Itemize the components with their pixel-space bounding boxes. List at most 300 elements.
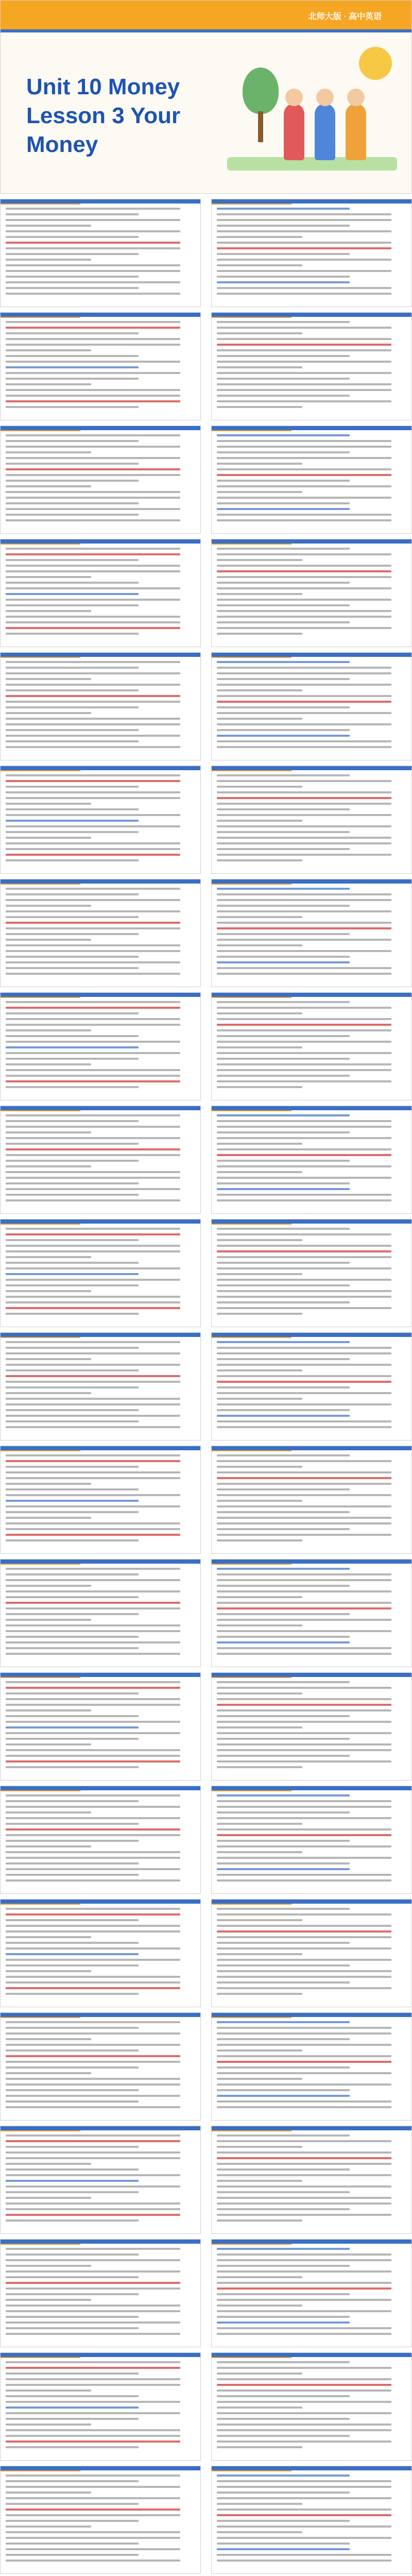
text-line bbox=[217, 2492, 350, 2494]
text-line bbox=[217, 395, 350, 397]
text-line bbox=[6, 729, 139, 731]
text-line bbox=[6, 1307, 180, 1309]
text-line bbox=[217, 933, 350, 935]
text-line bbox=[6, 508, 180, 510]
text-line bbox=[6, 1919, 139, 1921]
text-line bbox=[6, 1165, 91, 1167]
text-line bbox=[217, 2412, 391, 2414]
text-line bbox=[217, 372, 391, 374]
text-line bbox=[6, 1766, 139, 1768]
text-line bbox=[6, 395, 180, 397]
text-line bbox=[6, 2163, 91, 2165]
content-slide bbox=[211, 1899, 412, 2007]
text-line bbox=[217, 480, 350, 482]
text-line bbox=[217, 905, 350, 907]
text-line bbox=[6, 893, 139, 895]
text-line bbox=[6, 1981, 180, 1984]
text-line bbox=[217, 1840, 350, 1842]
text-line bbox=[217, 1063, 391, 1065]
text-line bbox=[217, 2032, 391, 2035]
text-line bbox=[6, 1800, 139, 1802]
text-line bbox=[6, 1301, 180, 1303]
text-line bbox=[6, 1738, 139, 1740]
text-line bbox=[6, 1947, 180, 1950]
text-line bbox=[6, 1137, 180, 1139]
text-line bbox=[6, 2531, 180, 2533]
text-line bbox=[6, 1579, 180, 1581]
slide-header-bar bbox=[212, 2353, 411, 2357]
text-line bbox=[6, 2480, 139, 2482]
text-line bbox=[217, 791, 391, 793]
text-line bbox=[6, 1845, 91, 1848]
text-line bbox=[217, 1041, 391, 1043]
text-line bbox=[6, 2265, 91, 2267]
text-line bbox=[6, 457, 180, 459]
text-line bbox=[217, 1596, 302, 1598]
text-line bbox=[6, 321, 180, 323]
text-line bbox=[217, 242, 391, 244]
text-line bbox=[6, 706, 139, 708]
slide-header-bar bbox=[1, 766, 200, 770]
text-line bbox=[6, 1590, 180, 1592]
text-line bbox=[217, 1681, 350, 1683]
text-line bbox=[6, 1704, 180, 1706]
text-line bbox=[6, 287, 139, 289]
text-line bbox=[217, 519, 391, 521]
text-line bbox=[217, 695, 391, 697]
text-line bbox=[217, 1420, 391, 1422]
text-line bbox=[217, 1080, 391, 1082]
text-line bbox=[6, 440, 139, 442]
content-slide bbox=[211, 992, 412, 1100]
text-line bbox=[217, 2197, 391, 2199]
text-line bbox=[6, 2316, 139, 2318]
text-line bbox=[6, 1420, 139, 1422]
cover-brand: 北师大版 · 高中英语 bbox=[308, 12, 382, 21]
text-line bbox=[217, 2151, 391, 2154]
text-line bbox=[6, 712, 91, 714]
text-line bbox=[217, 2497, 391, 2499]
slide-header-bar bbox=[1, 2240, 200, 2244]
text-line bbox=[6, 1364, 180, 1366]
text-line bbox=[6, 2191, 139, 2193]
content-slide bbox=[211, 2466, 412, 2574]
text-line bbox=[6, 2038, 91, 2040]
text-line bbox=[217, 2361, 350, 2363]
slide-text-block bbox=[217, 888, 406, 984]
content-slide bbox=[0, 1672, 201, 1781]
text-line bbox=[6, 2514, 180, 2516]
text-line bbox=[6, 1392, 91, 1394]
content-slide bbox=[0, 879, 201, 987]
text-line bbox=[217, 2554, 391, 2556]
slide-header-accent bbox=[212, 997, 291, 998]
text-line bbox=[217, 1953, 302, 1955]
slide-header-bar bbox=[212, 1900, 411, 1904]
text-line bbox=[217, 276, 350, 278]
text-line bbox=[6, 1284, 139, 1286]
text-line bbox=[6, 2095, 180, 2097]
text-line bbox=[6, 1505, 180, 1507]
text-line bbox=[217, 2287, 391, 2290]
text-line bbox=[217, 1539, 302, 1541]
text-line bbox=[6, 247, 180, 249]
text-line bbox=[217, 1012, 302, 1014]
slide-header-accent bbox=[212, 1790, 291, 1791]
text-line bbox=[217, 1959, 391, 1961]
text-line bbox=[217, 621, 350, 623]
content-slide bbox=[0, 2012, 201, 2121]
text-line bbox=[6, 2219, 139, 2222]
text-line bbox=[217, 1828, 391, 1831]
content-slide bbox=[211, 2352, 412, 2461]
text-line bbox=[6, 230, 180, 232]
slide-text-block bbox=[217, 1908, 406, 2004]
text-line bbox=[6, 2259, 180, 2261]
text-line bbox=[217, 2441, 391, 2443]
text-line bbox=[6, 2168, 139, 2171]
text-line bbox=[6, 2526, 91, 2528]
text-line bbox=[6, 2389, 91, 2392]
text-line bbox=[6, 587, 180, 589]
text-line bbox=[6, 1528, 180, 1530]
text-line bbox=[6, 695, 180, 697]
text-line bbox=[217, 355, 350, 357]
text-line bbox=[217, 1590, 391, 1592]
text-line bbox=[217, 1602, 391, 1604]
slide-header-accent bbox=[1, 997, 80, 998]
text-line bbox=[6, 2435, 180, 2437]
text-line bbox=[217, 661, 350, 663]
slide-text-block bbox=[217, 2134, 406, 2230]
slide-text-block bbox=[6, 1568, 195, 1664]
text-line bbox=[6, 332, 139, 334]
text-line bbox=[217, 950, 391, 952]
text-line bbox=[6, 1749, 180, 1751]
text-line bbox=[217, 2333, 391, 2335]
text-line bbox=[6, 1743, 91, 1745]
slide-header-accent bbox=[212, 1677, 291, 1678]
text-line bbox=[217, 2509, 391, 2511]
text-line bbox=[217, 1069, 391, 1071]
text-line bbox=[217, 349, 391, 351]
text-line bbox=[6, 1840, 139, 1842]
text-line bbox=[217, 2475, 350, 2477]
text-line bbox=[217, 973, 391, 975]
text-line bbox=[217, 825, 391, 827]
slide-text-block bbox=[6, 321, 195, 417]
text-line bbox=[6, 406, 139, 408]
slide-header-accent bbox=[1, 1904, 80, 1905]
text-line bbox=[6, 2406, 139, 2409]
slide-text-block bbox=[217, 2021, 406, 2117]
text-line bbox=[6, 1993, 139, 1995]
text-line bbox=[217, 338, 391, 340]
text-line bbox=[217, 1392, 391, 1394]
text-line bbox=[6, 1279, 180, 1281]
slide-text-block bbox=[6, 2475, 195, 2570]
slide-header-accent bbox=[1, 657, 80, 658]
text-line bbox=[217, 1279, 391, 1281]
text-line bbox=[6, 1868, 180, 1870]
text-line bbox=[6, 1647, 139, 1649]
text-line bbox=[217, 616, 391, 618]
text-line bbox=[217, 1624, 302, 1626]
text-line bbox=[217, 723, 391, 725]
content-slide bbox=[0, 1106, 201, 1214]
text-line bbox=[6, 1653, 180, 1655]
slide-header-accent bbox=[1, 2130, 80, 2131]
slide-header-accent bbox=[212, 657, 291, 658]
text-line bbox=[6, 2497, 180, 2499]
text-line bbox=[6, 344, 180, 346]
content-slide bbox=[0, 1786, 201, 1894]
text-line bbox=[217, 859, 302, 861]
text-line bbox=[217, 1505, 391, 1507]
text-line bbox=[217, 451, 350, 453]
text-line bbox=[217, 2310, 391, 2312]
slide-text-block bbox=[217, 1568, 406, 1664]
text-line bbox=[217, 1794, 350, 1797]
slide-header-bar bbox=[212, 1446, 411, 1450]
text-line bbox=[6, 1964, 139, 1967]
text-line bbox=[217, 786, 302, 788]
text-line bbox=[6, 2197, 91, 2199]
text-line bbox=[217, 888, 350, 890]
text-line bbox=[217, 2072, 391, 2074]
text-line bbox=[217, 1154, 391, 1156]
text-line bbox=[6, 627, 180, 629]
text-line bbox=[217, 774, 350, 776]
text-line bbox=[217, 1284, 350, 1286]
text-line bbox=[6, 2509, 180, 2511]
text-line bbox=[6, 1199, 180, 1201]
text-line bbox=[217, 1862, 350, 1865]
text-line bbox=[217, 2191, 350, 2193]
text-line bbox=[217, 502, 350, 504]
text-line bbox=[217, 1199, 391, 1201]
text-line bbox=[217, 570, 391, 572]
text-line bbox=[6, 570, 180, 572]
text-line bbox=[6, 559, 139, 561]
text-line bbox=[217, 1517, 391, 1519]
text-line bbox=[217, 1760, 391, 1762]
text-line bbox=[6, 2395, 139, 2397]
text-line bbox=[6, 582, 139, 584]
text-line bbox=[6, 1942, 139, 1944]
text-line bbox=[217, 1460, 391, 1462]
text-line bbox=[6, 1970, 91, 1972]
slide-header-bar bbox=[1, 2466, 200, 2470]
text-line bbox=[217, 1868, 350, 1870]
text-line bbox=[217, 2270, 391, 2273]
text-line bbox=[6, 633, 139, 635]
text-line bbox=[217, 389, 391, 391]
text-line bbox=[217, 2219, 302, 2222]
text-line bbox=[217, 2367, 391, 2369]
text-line bbox=[217, 344, 391, 346]
text-line bbox=[217, 321, 350, 323]
text-line bbox=[6, 2055, 180, 2057]
text-line bbox=[217, 1987, 391, 1989]
text-line bbox=[6, 2044, 180, 2046]
text-line bbox=[6, 973, 180, 975]
text-line bbox=[6, 1681, 180, 1683]
text-line bbox=[217, 854, 391, 856]
text-line bbox=[6, 2180, 139, 2182]
text-line bbox=[6, 791, 180, 793]
text-line bbox=[217, 1534, 391, 1536]
text-line bbox=[6, 383, 91, 385]
text-line bbox=[217, 1352, 391, 1354]
text-line bbox=[6, 933, 139, 935]
text-line bbox=[217, 2293, 350, 2295]
text-line bbox=[217, 2146, 302, 2148]
text-line bbox=[6, 1426, 180, 1428]
text-line bbox=[217, 2424, 391, 2426]
text-line bbox=[217, 2208, 350, 2210]
text-line bbox=[6, 1806, 180, 1808]
text-line bbox=[6, 519, 180, 521]
text-line bbox=[217, 2185, 391, 2188]
slide-header-bar bbox=[1, 426, 200, 430]
text-line bbox=[217, 2140, 391, 2142]
text-line bbox=[217, 1471, 391, 1473]
text-line bbox=[6, 2446, 139, 2448]
text-line bbox=[217, 961, 350, 963]
text-line bbox=[6, 678, 91, 680]
text-line bbox=[6, 1228, 180, 1230]
slide-header-accent bbox=[212, 1904, 291, 1905]
text-line bbox=[6, 2441, 180, 2443]
text-line bbox=[217, 2021, 350, 2023]
text-line bbox=[6, 2299, 91, 2301]
text-line bbox=[6, 2208, 180, 2210]
text-line bbox=[6, 820, 139, 822]
text-line bbox=[6, 2401, 180, 2403]
text-line bbox=[6, 1403, 180, 1405]
text-line bbox=[217, 1800, 391, 1802]
slide-header-accent bbox=[1, 430, 80, 431]
text-line bbox=[217, 1466, 302, 1468]
text-line bbox=[217, 831, 350, 833]
text-line bbox=[217, 2446, 302, 2448]
text-line bbox=[6, 684, 180, 686]
text-line bbox=[217, 2327, 391, 2329]
text-line bbox=[217, 2180, 302, 2182]
text-line bbox=[6, 389, 180, 391]
text-line bbox=[217, 1058, 350, 1060]
content-slide bbox=[0, 2466, 201, 2574]
slide-header-bar bbox=[1, 1106, 200, 1110]
text-line bbox=[6, 1732, 180, 1734]
text-line bbox=[6, 2520, 139, 2522]
text-line bbox=[217, 378, 350, 380]
text-line bbox=[6, 1477, 180, 1479]
text-line bbox=[6, 689, 139, 691]
text-line bbox=[6, 434, 180, 436]
text-line bbox=[6, 1534, 180, 1536]
text-line bbox=[6, 2140, 180, 2142]
slide-text-block bbox=[6, 2248, 195, 2344]
text-line bbox=[6, 2367, 180, 2369]
text-line bbox=[217, 1182, 350, 1184]
text-line bbox=[6, 1607, 180, 1609]
text-line bbox=[217, 610, 391, 612]
text-line bbox=[6, 2100, 139, 2103]
text-line bbox=[217, 1964, 350, 1967]
text-line bbox=[217, 1834, 391, 1836]
text-line bbox=[6, 2202, 180, 2205]
text-line bbox=[217, 735, 350, 737]
slide-text-block bbox=[217, 1228, 406, 1324]
text-line bbox=[6, 1585, 91, 1587]
slide-text-block bbox=[6, 1681, 195, 1777]
text-line bbox=[217, 2276, 302, 2278]
text-line bbox=[6, 2253, 139, 2256]
text-line bbox=[217, 1290, 391, 1292]
text-line bbox=[217, 225, 350, 227]
text-line bbox=[217, 587, 391, 589]
text-line bbox=[6, 1715, 139, 1717]
text-line bbox=[6, 1494, 180, 1496]
text-line bbox=[217, 1726, 302, 1728]
text-line bbox=[6, 1471, 180, 1473]
text-line bbox=[6, 2503, 139, 2505]
text-line bbox=[217, 1494, 391, 1496]
text-line bbox=[217, 633, 302, 635]
content-slide bbox=[0, 1559, 201, 1667]
text-line bbox=[217, 1908, 350, 1910]
slide-text-block bbox=[6, 548, 195, 643]
text-line bbox=[217, 1114, 350, 1116]
text-line bbox=[217, 1301, 350, 1303]
text-line bbox=[217, 1148, 391, 1150]
text-line bbox=[217, 1715, 350, 1717]
text-line bbox=[217, 1024, 391, 1026]
text-line bbox=[217, 1160, 350, 1162]
text-line bbox=[6, 2270, 180, 2273]
text-line bbox=[217, 2163, 391, 2165]
text-line bbox=[6, 491, 180, 493]
text-line bbox=[6, 1913, 180, 1916]
text-line bbox=[6, 480, 139, 482]
text-line bbox=[6, 825, 180, 827]
text-line bbox=[217, 2055, 391, 2057]
text-line bbox=[217, 485, 391, 487]
text-line bbox=[6, 1460, 180, 1462]
text-line bbox=[6, 276, 139, 278]
text-line bbox=[217, 797, 391, 799]
text-line bbox=[217, 2480, 391, 2482]
text-line bbox=[6, 1256, 91, 1258]
text-line bbox=[6, 774, 180, 776]
text-line bbox=[6, 616, 180, 618]
text-line bbox=[217, 1766, 302, 1768]
text-line bbox=[217, 440, 391, 442]
cover-title-line1: Unit 10 Money bbox=[26, 74, 180, 99]
text-line bbox=[217, 1250, 391, 1252]
slide-header-bar bbox=[1, 2353, 200, 2357]
text-line bbox=[217, 672, 391, 674]
text-line bbox=[6, 1001, 180, 1003]
text-line bbox=[217, 837, 391, 839]
text-line bbox=[6, 1687, 180, 1689]
text-line bbox=[217, 684, 391, 686]
slide-header-bar bbox=[212, 539, 411, 544]
slide-header-bar bbox=[1, 1786, 200, 1790]
slide-header-bar bbox=[1, 1446, 200, 1450]
